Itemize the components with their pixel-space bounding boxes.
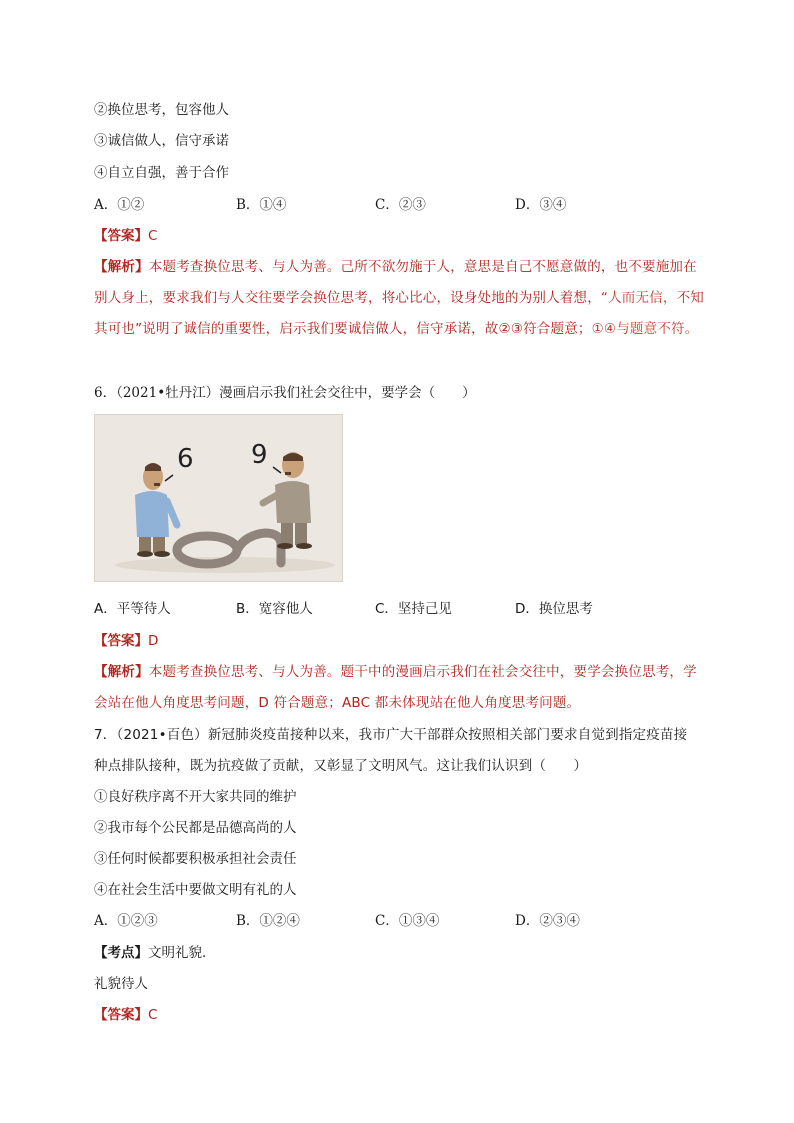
q6-answer bbox=[94, 631, 158, 651]
q5-item-4: ④自立自强，善于合作 bbox=[94, 165, 229, 181]
q6-answer-label: 【答案】 bbox=[94, 633, 148, 649]
q5-analysis-part2: 不知其可也”说明了诚信的重要性，启示我们要诚信做人，信守承诺，故②③符合题意； bbox=[94, 290, 705, 337]
q6-analysis bbox=[94, 657, 704, 719]
q7-item-3: ③任何时候都要积极承担社会责任 bbox=[94, 851, 297, 867]
q7-kaodian-label: 【考点】 bbox=[94, 945, 148, 961]
q5-option-a: A．①② bbox=[94, 197, 145, 213]
q7-item-2: ②我市每个公民都是品德高尚的人 bbox=[94, 820, 297, 836]
q5-answer bbox=[94, 226, 157, 246]
q5-analysis-part1: 本题考查换位思考、与人为善。己所不欲勿施于人，意思是自己不愿意做的，也不要施加在别人身上，要求我们与人交往要学会换位思考，将心比心，设身处地的为别人着想， bbox=[94, 259, 697, 306]
q5-option-c: C．②③ bbox=[375, 197, 426, 213]
q7-item-1: ①良好秩序离不开大家共同的维护 bbox=[94, 789, 297, 805]
q6-answer-value: D bbox=[148, 633, 159, 649]
q5-analysis-label: 【解析】 bbox=[94, 259, 149, 275]
q5-option-b: B．①④ bbox=[236, 197, 287, 213]
q7-item-4: ④在社会生活中要做文明有礼的人 bbox=[94, 882, 297, 898]
q7-kaodian bbox=[94, 943, 216, 963]
q7-answer-label: 【答案】 bbox=[94, 1007, 148, 1023]
q7-option-c: C．①③④ bbox=[375, 913, 440, 929]
q7-option-b: B．①②④ bbox=[236, 913, 300, 929]
q7-options bbox=[94, 911, 714, 931]
q5-item-3: ③诚信做人，信守承诺 bbox=[94, 133, 229, 149]
q5-option-d: D．③④ bbox=[515, 197, 567, 213]
q5-options bbox=[94, 195, 714, 215]
q7-answer-value: C bbox=[148, 1007, 158, 1023]
q7-answer bbox=[94, 1005, 157, 1025]
q7-stem bbox=[94, 720, 704, 782]
q7-option-a: A．①②③ bbox=[94, 913, 158, 929]
q6-analysis-text: 本题考查换位思考、与人为善。题干中的漫画启示我们在社会交往中，要学会换位思考，学会站在他人角度思考问题，D 符合题意；ABC 都未体现站在他人角度思考问题。 bbox=[94, 664, 697, 711]
q5-analysis bbox=[94, 252, 704, 345]
q7-stem-line1: 7．（2021•百色）新冠肺炎疫苗接种以来，我市广大干部群众按照相关部门要求自觉到指定疫苗接 bbox=[94, 727, 688, 743]
q6-option-d: D．换位思考 bbox=[515, 601, 593, 617]
q7-kaodian-sub: 礼貌待人 bbox=[94, 976, 148, 992]
q6-option-c: C．坚持己见 bbox=[375, 601, 452, 617]
q5-analysis-tail: ①④与题意不符。 bbox=[591, 321, 699, 337]
q7-option-d: D．②③④ bbox=[515, 913, 580, 929]
comic-right-number: 9 bbox=[251, 440, 268, 470]
q6-options bbox=[94, 599, 714, 619]
q6-stem: 6．（2021•牡丹江）漫画启示我们社会交往中，要学会（ ） bbox=[94, 385, 476, 401]
comic-left-number: 6 bbox=[177, 444, 194, 474]
q6-option-a: A．平等待人 bbox=[94, 601, 171, 617]
q5-answer-value: C bbox=[148, 228, 158, 244]
q6-comic-image bbox=[94, 414, 343, 582]
q5-answer-label: 【答案】 bbox=[94, 228, 148, 244]
q5-item-2: ②换位思考，包容他人 bbox=[94, 102, 229, 118]
q6-option-b: B．宽容他人 bbox=[236, 601, 313, 617]
q7-kaodian-text: 文明礼貌． bbox=[148, 945, 216, 961]
q5-analysis-quote: “人而无信， bbox=[600, 290, 677, 306]
q6-analysis-label: 【解析】 bbox=[94, 664, 149, 680]
q7-stem-line2: 种点排队接种，既为抗疫做了贡献，又彰显了文明风气。这让我们认识到（ ） bbox=[94, 758, 588, 774]
